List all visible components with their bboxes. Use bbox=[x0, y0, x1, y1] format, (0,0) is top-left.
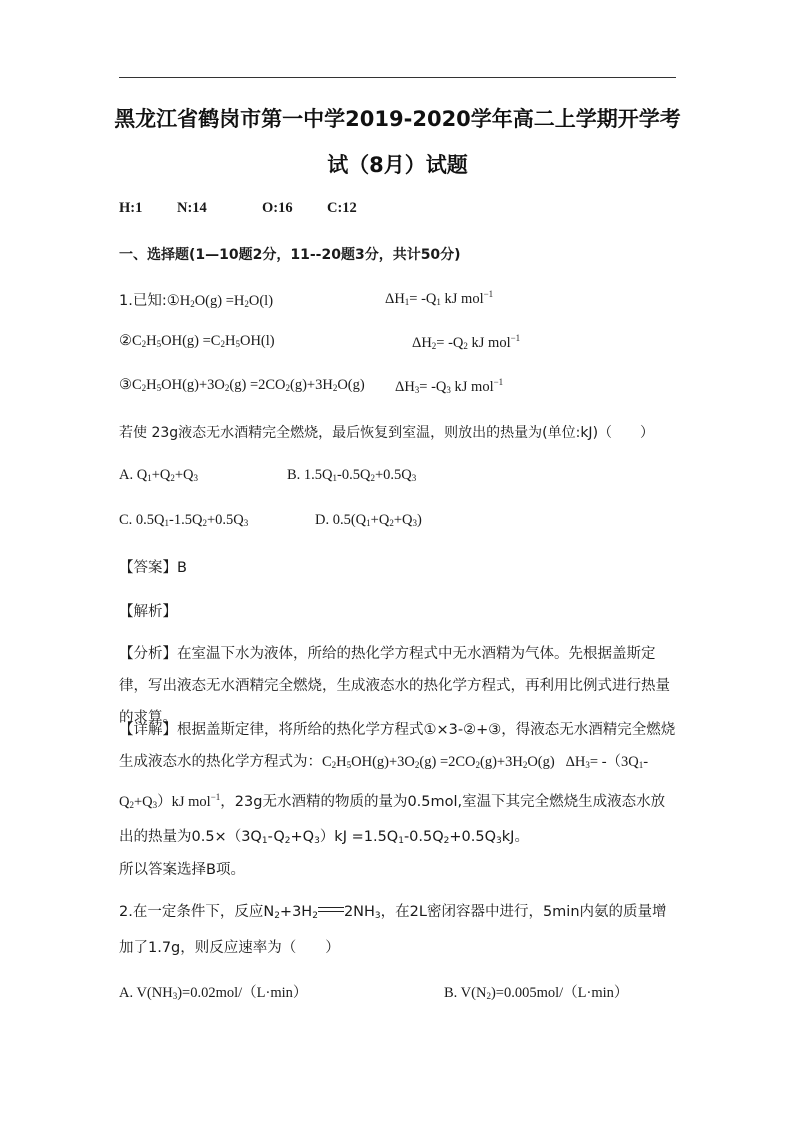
title-line-1: 黑龙江省鹤岗市第一中学2019-2020学年高二上学期开学考 bbox=[114, 107, 681, 131]
q1-detail: 【详解】根据盖斯定律，将所给的热化学方程式①×3-②+③，得液态无水酒精完全燃烧生成液态水的热化学方程式为：$C_2H_5OH(g)+3O_2(g) =2CO_2(g)+3H_2O(g)$ $\Delta H_3= -(3Q_1-Q_2+Q_3)kJ$ mol$^{-1}$，23g无水酒精的物质的量为0.5mol,室温下其完全燃烧生成液态水放出的热量为$0.5\times(3Q_1-Q_2+Q_3)kJ =1.5Q_1-0.5Q_2+0.5Q_3kJ$。 bbox=[119, 722, 676, 846]
q1-analysis-label: 【解析】 bbox=[119, 604, 177, 620]
q1-eq2-dh: $\Delta H_2= -Q_2$ kJ mol$^{-1}$ bbox=[412, 333, 521, 351]
q1-option-d: D. $0.5(Q_1+Q_2+Q_3)$ bbox=[315, 512, 422, 528]
q2-option-b: B. $V(N_2)=0.005mol/(L\cdot\min)$ bbox=[444, 985, 629, 1001]
detail-text-a: 根据盖斯定律，将所给的热化学方程式①×3-②+③，得液态无水酒精完全燃烧生成液态水的热化学方程式为： bbox=[119, 722, 676, 770]
q1-option-a: A. $Q_1+Q_2+Q_3$ bbox=[119, 467, 199, 483]
equilibrium-arrow-icon bbox=[318, 905, 344, 915]
q2-stem: 2.在一定条件下，反应$N_2+3H_2$ $2NH_3$，在2L密闭容器中进行，5min内氨的质量增加了1.7g，则反应速率为（ ） bbox=[119, 904, 667, 956]
section-heading: 一、选择题(1—10题2分，11--20题3分，共计50分) bbox=[119, 247, 461, 263]
header-rule bbox=[119, 77, 676, 78]
atomic-mass-o: O:16 bbox=[262, 200, 293, 216]
q1-conclusion: 所以答案选择B项。 bbox=[119, 862, 245, 878]
detail-tag: 【详解】 bbox=[119, 722, 177, 738]
q1-eq3-dh: $\Delta H_3= -Q_3$ kJ mol$^{-1}$ bbox=[395, 377, 504, 395]
q1-eq1-dh: $\Delta H_1= -Q_1$ kJ mol$^{-1}$ bbox=[385, 289, 494, 307]
title-line-2: 试（8月）试题 bbox=[327, 153, 468, 177]
q1-eq2: $②C_2H_5OH(g) =C_2H_5OH(l)$ bbox=[119, 333, 275, 349]
atomic-mass-c: C:12 bbox=[327, 200, 357, 216]
atomic-mass-h: H:1 bbox=[119, 200, 143, 216]
q1-eq1: 1.已知$:①H_2O(g) =H_2O(l)$ bbox=[119, 293, 274, 309]
page-title bbox=[110, 96, 685, 188]
q1-eq3: $③C_2H_5OH(g)+3O_2(g) =2CO_2(g)+3H_2O(g)$ bbox=[119, 377, 365, 393]
q2-option-a: A. $V(NH_3)=0.02mol/(L\cdot\min)$ bbox=[119, 985, 308, 1001]
q1-question: 若使 23g液态无水酒精完全燃烧，最后恢复到室温，则放出的热量为(单位:kJ)（ ） bbox=[119, 425, 655, 441]
analysis-tag: 【分析】 bbox=[119, 646, 177, 662]
q1-answer: 【答案】B bbox=[119, 560, 187, 576]
atomic-mass-n: N:14 bbox=[177, 200, 207, 216]
analysis-text: 在室温下水为液体，所给的热化学方程式中无水酒精为气体。先根据盖斯定律，写出液态无水酒精完全燃烧，生成液态水的热化学方程式，再利用比例式进行热量的求算。 bbox=[119, 646, 670, 726]
q1-option-c: C. $0.5Q_1-1.5Q_2+0.5Q_3$ bbox=[119, 512, 249, 528]
q1-option-b: B. $1.5Q_1-0.5Q_2+0.5Q_3$ bbox=[287, 467, 417, 483]
